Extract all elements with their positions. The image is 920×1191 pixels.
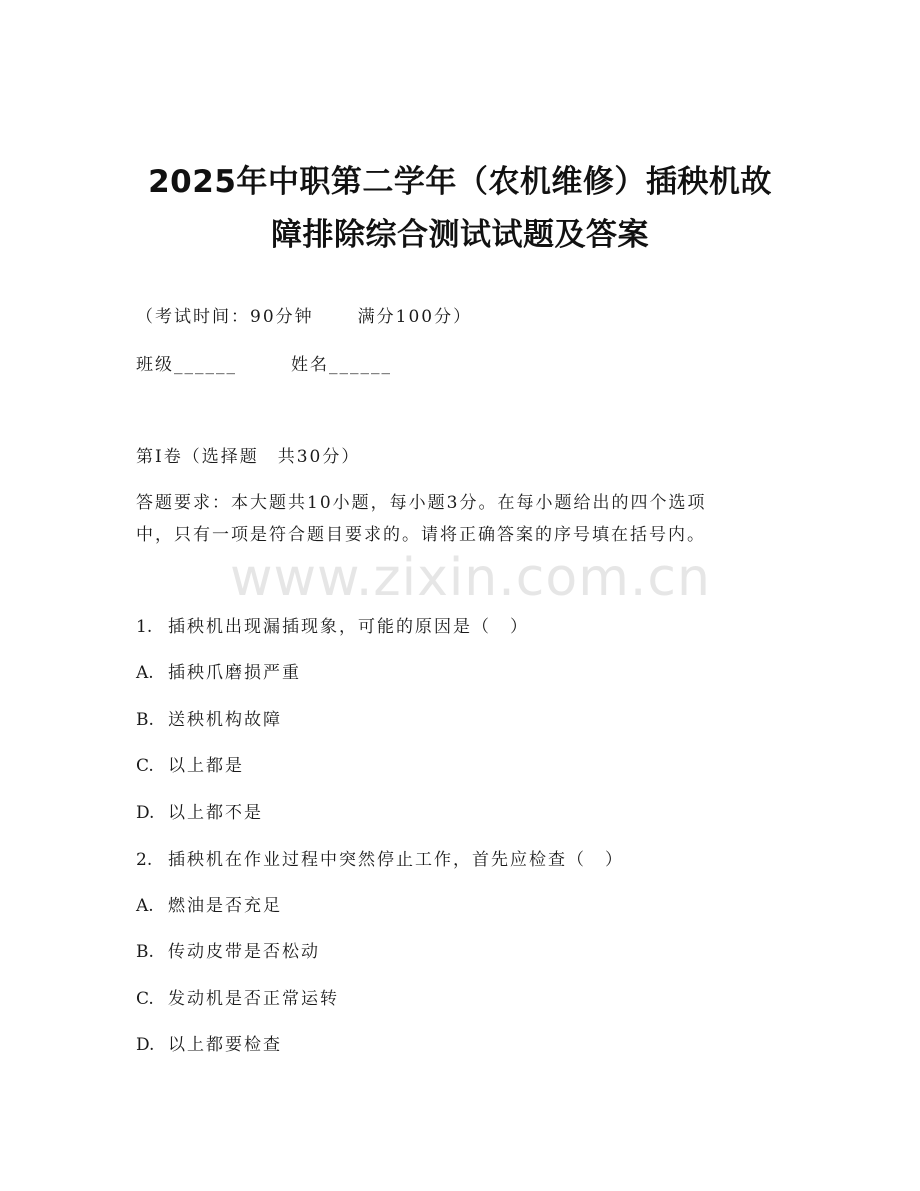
option-text: 以上都是 [168,756,244,776]
student-info-row [136,350,392,375]
option-text: 以上都要检查 [168,1035,282,1055]
option-key: B. [136,710,154,730]
question-text: 插秧机在作业过程中突然停止工作，首先应检查（ ） [168,850,624,870]
class-blank: ______ [174,355,237,375]
section-heading: 第Ⅰ卷（选择题 共30分） [136,447,361,467]
question-2-option-d [136,1030,282,1055]
option-text: 燃油是否充足 [168,896,282,916]
option-key: A. [136,663,154,683]
option-key: C. [136,989,154,1009]
option-key: D. [136,803,155,823]
option-key: B. [136,942,154,962]
question-2 [136,845,624,870]
question-1-option-b [136,705,282,730]
exam-time: （考试时间：90分钟 [136,307,314,327]
name-label: 姓名 [291,355,329,375]
option-text: 插秧爪磨损严重 [168,663,301,683]
question-number: 2. [136,850,153,870]
question-2-option-c [136,984,339,1009]
watermark: www.zixin.com.cn [230,548,711,608]
document-title-line-2: 障排除综合测试试题及答案 [271,217,649,253]
option-key: C. [136,756,154,776]
question-1-option-d [136,798,263,823]
name-blank: ______ [329,355,392,375]
option-key: D. [136,1035,155,1055]
option-text: 以上都不是 [168,803,263,823]
question-1 [136,612,529,637]
question-number: 1. [136,617,153,637]
instruction-line-1: 答题要求：本大题共10小题，每小题3分。在每小题给出的四个选项 [136,493,707,513]
question-1-option-c [136,751,244,776]
option-key: A. [136,896,154,916]
option-text: 发动机是否正常运转 [168,989,339,1009]
document-title-line-1: 2025年中职第二学年（农机维修）插秧机故 [148,164,772,200]
question-1-option-a [136,658,301,683]
option-text: 传动皮带是否松动 [168,942,320,962]
instruction-line-2: 中，只有一项是符合题目要求的。请将正确答案的序号填在括号内。 [136,525,706,545]
exam-full-score: 满分100分） [357,307,473,327]
class-label: 班级 [136,355,174,375]
question-2-option-a [136,891,282,916]
option-text: 送秧机构故障 [168,710,282,730]
question-text: 插秧机出现漏插现象，可能的原因是（ ） [168,617,529,637]
question-2-option-b [136,937,320,962]
exam-info [136,302,472,327]
